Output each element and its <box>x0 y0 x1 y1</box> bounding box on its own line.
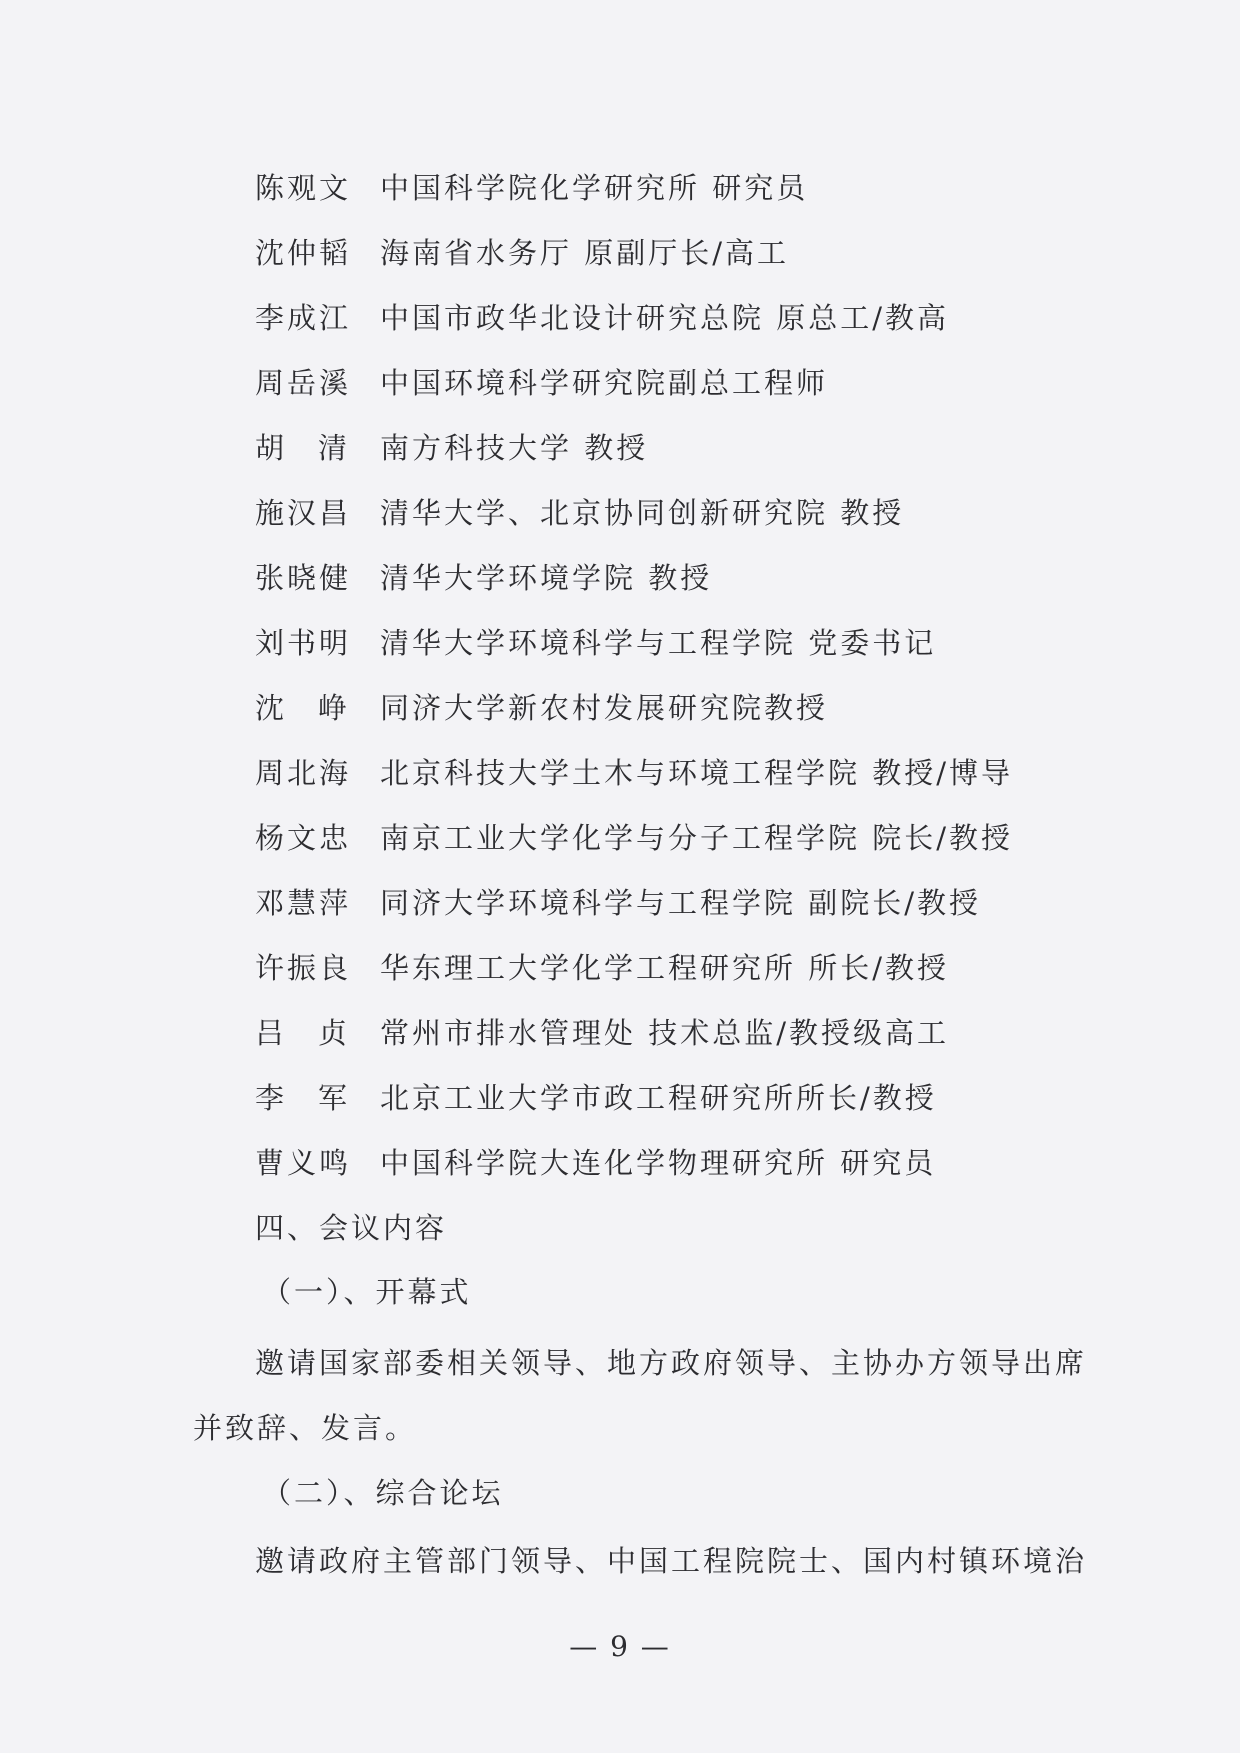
member-name: 沈峥 <box>255 691 382 725</box>
member-affiliation: 中国环境科学研究院副总工程师 <box>380 366 829 400</box>
member-name: 胡清 <box>255 431 382 465</box>
member-row <box>255 1143 1155 1208</box>
member-name: 刘书明 <box>255 626 352 660</box>
member-affiliation: 中国科学院化学研究所 研究员 <box>380 171 809 205</box>
member-row <box>255 363 1155 428</box>
member-name: 吕贞 <box>255 1016 382 1050</box>
member-row <box>255 428 1155 493</box>
member-name: 李军 <box>255 1081 382 1115</box>
member-affiliation: 清华大学、北京协同创新研究院 教授 <box>380 496 905 530</box>
member-name: 陈观文 <box>255 171 352 205</box>
member-row <box>255 1013 1155 1078</box>
committee-member-list <box>255 168 1155 1208</box>
member-row <box>255 493 1155 558</box>
member-name: 沈仲韬 <box>255 236 352 270</box>
subsection-heading-opening: （一）、开幕式 <box>262 1275 472 1309</box>
member-affiliation: 南京工业大学化学与分子工程学院 院长/教授 <box>380 821 1013 855</box>
member-name: 李成江 <box>255 301 352 335</box>
member-name: 许振良 <box>255 951 352 985</box>
member-row <box>255 233 1155 298</box>
member-affiliation: 南方科技大学 教授 <box>380 431 649 465</box>
member-row <box>255 168 1155 233</box>
member-name: 周北海 <box>255 756 352 790</box>
member-row <box>255 753 1155 818</box>
member-affiliation: 清华大学环境科学与工程学院 党委书记 <box>380 626 937 660</box>
member-affiliation: 同济大学环境科学与工程学院 副院长/教授 <box>380 886 981 920</box>
member-affiliation: 中国市政华北设计研究总院 原总工/教高 <box>380 301 949 335</box>
section-heading: 四、会议内容 <box>255 1211 448 1245</box>
member-row <box>255 558 1155 623</box>
member-name: 邓慧萍 <box>255 886 352 920</box>
page-number: — 9 — <box>569 1630 671 1663</box>
member-row <box>255 688 1155 753</box>
forum-paragraph-line: 邀请政府主管部门领导、中国工程院院士、国内村镇环境治 <box>255 1544 1088 1578</box>
opening-paragraph-line: 邀请国家部委相关领导、地方政府领导、主协办方领导出席 <box>255 1346 1088 1380</box>
member-row <box>255 948 1155 1013</box>
member-row <box>255 298 1155 363</box>
member-affiliation: 华东理工大学化学工程研究所 所长/教授 <box>380 951 949 985</box>
member-row <box>255 818 1155 883</box>
member-affiliation: 北京工业大学市政工程研究所所长/教授 <box>380 1081 937 1115</box>
member-name: 曹义鸣 <box>255 1146 352 1180</box>
member-affiliation: 中国科学院大连化学物理研究所 研究员 <box>380 1146 937 1180</box>
member-name: 施汉昌 <box>255 496 352 530</box>
subsection-heading-forum: （二）、综合论坛 <box>262 1476 504 1510</box>
member-row <box>255 623 1155 688</box>
member-affiliation: 常州市排水管理处 技术总监/教授级高工 <box>380 1016 949 1050</box>
member-affiliation: 北京科技大学土木与环境工程学院 教授/博导 <box>380 756 1013 790</box>
member-name: 周岳溪 <box>255 366 352 400</box>
member-row <box>255 1078 1155 1143</box>
member-affiliation: 同济大学新农村发展研究院教授 <box>380 691 829 725</box>
member-row <box>255 883 1155 948</box>
member-name: 张晓健 <box>255 561 352 595</box>
member-affiliation: 清华大学环境学院 教授 <box>380 561 713 595</box>
member-affiliation: 海南省水务厅 原副厅长/高工 <box>380 236 789 270</box>
opening-paragraph-line: 并致辞、发言。 <box>193 1411 418 1445</box>
member-name: 杨文忠 <box>255 821 352 855</box>
